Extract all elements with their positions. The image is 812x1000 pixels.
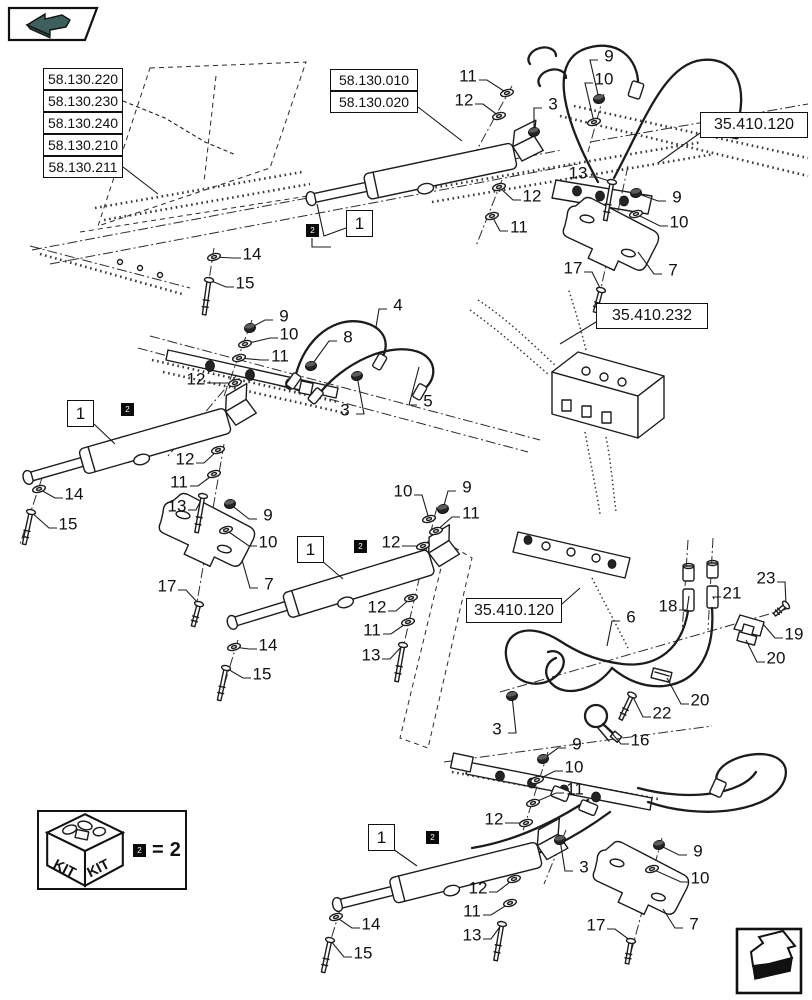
callout-number-10[interactable]: 10 <box>564 757 584 777</box>
callout-number-22[interactable]: 22 <box>652 703 672 723</box>
callout-number-10[interactable]: 10 <box>690 868 710 888</box>
ref-box-58.130.230[interactable]: 58.130.230 <box>43 90 123 112</box>
item-box-1[interactable]: 1 <box>346 210 373 237</box>
callout-number-11[interactable]: 11 <box>459 66 477 86</box>
callout-number-12[interactable]: 12 <box>454 90 474 110</box>
callout-number-9[interactable]: 9 <box>672 187 682 207</box>
quantity-marker-icon: 2 <box>426 831 439 844</box>
callout-number-11[interactable]: 11 <box>463 901 481 921</box>
callout-number-13[interactable]: 13 <box>462 925 482 945</box>
callout-number-14[interactable]: 14 <box>64 484 84 504</box>
callout-number-12[interactable]: 12 <box>522 186 542 206</box>
item-box-1[interactable]: 1 <box>297 536 324 563</box>
callout-number-7[interactable]: 7 <box>264 574 274 594</box>
callout-number-9[interactable]: 9 <box>279 306 289 326</box>
ref-box-58.130.220[interactable]: 58.130.220 <box>43 68 123 90</box>
callout-number-20[interactable]: 20 <box>690 690 710 710</box>
kit-quantity-note <box>133 839 181 862</box>
callout-number-3[interactable]: 3 <box>492 719 502 739</box>
callout-number-10[interactable]: 10 <box>594 69 614 89</box>
item-box-1[interactable]: 1 <box>67 400 94 427</box>
quantity-value: 2 <box>169 838 181 861</box>
callout-number-12[interactable]: 12 <box>381 532 401 552</box>
callout-number-20[interactable]: 20 <box>766 648 786 668</box>
callout-number-15[interactable]: 15 <box>235 273 255 293</box>
ref-box-58.130.211[interactable]: 58.130.211 <box>43 156 123 178</box>
ref-box-58.130.010[interactable]: 58.130.010 <box>330 69 418 91</box>
ref-box-35.410.232[interactable]: 35.410.232 <box>596 303 708 329</box>
callout-number-9[interactable]: 9 <box>572 734 582 754</box>
callout-number-14[interactable]: 14 <box>258 635 278 655</box>
callout-number-3[interactable]: 3 <box>579 857 589 877</box>
callout-number-5[interactable]: 5 <box>423 391 433 411</box>
callout-number-11[interactable]: 11 <box>170 472 188 492</box>
callout-number-11[interactable]: 11 <box>510 217 528 237</box>
callout-number-18[interactable]: 18 <box>658 596 678 616</box>
ref-box-58.130.020[interactable]: 58.130.020 <box>330 91 418 113</box>
ref-box-58.130.210[interactable]: 58.130.210 <box>43 134 123 156</box>
callout-number-14[interactable]: 14 <box>242 244 262 264</box>
callout-number-10[interactable]: 10 <box>258 532 278 552</box>
callout-number-10[interactable]: 10 <box>669 212 689 232</box>
callout-number-21[interactable]: 21 <box>722 583 742 603</box>
callout-number-4[interactable]: 4 <box>393 295 403 315</box>
jump-back-arrow-icon <box>0 0 110 50</box>
callout-number-12[interactable]: 12 <box>468 878 488 898</box>
ref-box-35.410.120[interactable]: 35.410.120 <box>466 598 562 623</box>
kit-label-left: KIT <box>50 856 79 882</box>
callout-number-12[interactable]: 12 <box>367 597 387 617</box>
ref-box-58.130.240[interactable]: 58.130.240 <box>43 112 123 134</box>
kit-legend <box>37 810 187 890</box>
callout-number-13[interactable]: 13 <box>568 163 588 183</box>
callout-number-12[interactable]: 12 <box>175 449 195 469</box>
callout-number-7[interactable]: 7 <box>668 260 678 280</box>
callout-number-9[interactable]: 9 <box>263 505 273 525</box>
callout-number-6[interactable]: 6 <box>626 607 636 627</box>
page-forward-arrow-icon <box>735 927 805 997</box>
quantity-marker-icon: 2 <box>306 224 319 237</box>
callout-number-3[interactable]: 3 <box>340 400 350 420</box>
kit-crate-icon <box>39 812 131 888</box>
callout-number-17[interactable]: 17 <box>586 915 606 935</box>
callout-number-16[interactable]: 16 <box>630 730 650 750</box>
callout-number-12[interactable]: 12 <box>484 809 504 829</box>
callout-number-15[interactable]: 15 <box>58 514 78 534</box>
callout-number-9[interactable]: 9 <box>604 46 614 66</box>
ref-box-35.410.120[interactable]: 35.410.120 <box>700 112 808 138</box>
callout-number-13[interactable]: 13 <box>361 645 381 665</box>
callout-number-15[interactable]: 15 <box>353 943 373 963</box>
callout-number-17[interactable]: 17 <box>157 576 177 596</box>
quantity-marker-icon: 2 <box>121 403 134 416</box>
callout-number-10[interactable]: 10 <box>393 481 413 501</box>
callout-number-11[interactable]: 11 <box>566 779 584 799</box>
callout-number-8[interactable]: 8 <box>343 327 353 347</box>
nav-forward-button[interactable] <box>735 927 805 1000</box>
callout-number-7[interactable]: 7 <box>689 914 699 934</box>
callout-number-9[interactable]: 9 <box>462 477 472 497</box>
callout-number-11[interactable]: 11 <box>271 346 289 366</box>
nav-back-button[interactable] <box>0 0 110 55</box>
callout-number-11[interactable]: 11 <box>363 620 381 640</box>
callout-number-15[interactable]: 15 <box>252 664 272 684</box>
kit-label-right: KIT <box>84 856 113 882</box>
item-box-1[interactable]: 1 <box>368 824 395 851</box>
callout-number-13[interactable]: 13 <box>167 496 187 516</box>
equals-sign: = <box>152 838 164 861</box>
callout-number-19[interactable]: 19 <box>784 624 804 644</box>
quantity-marker-icon: 2 <box>133 844 146 857</box>
callout-number-10[interactable]: 10 <box>279 324 299 344</box>
callout-number-12[interactable]: 12 <box>186 369 206 389</box>
callout-number-14[interactable]: 14 <box>361 914 381 934</box>
quantity-marker-icon: 2 <box>354 540 367 553</box>
callout-number-9[interactable]: 9 <box>693 841 703 861</box>
callout-number-3[interactable]: 3 <box>548 94 558 114</box>
callout-number-17[interactable]: 17 <box>563 258 583 278</box>
callout-number-11[interactable]: 11 <box>462 503 480 523</box>
callout-number-23[interactable]: 23 <box>756 568 776 588</box>
